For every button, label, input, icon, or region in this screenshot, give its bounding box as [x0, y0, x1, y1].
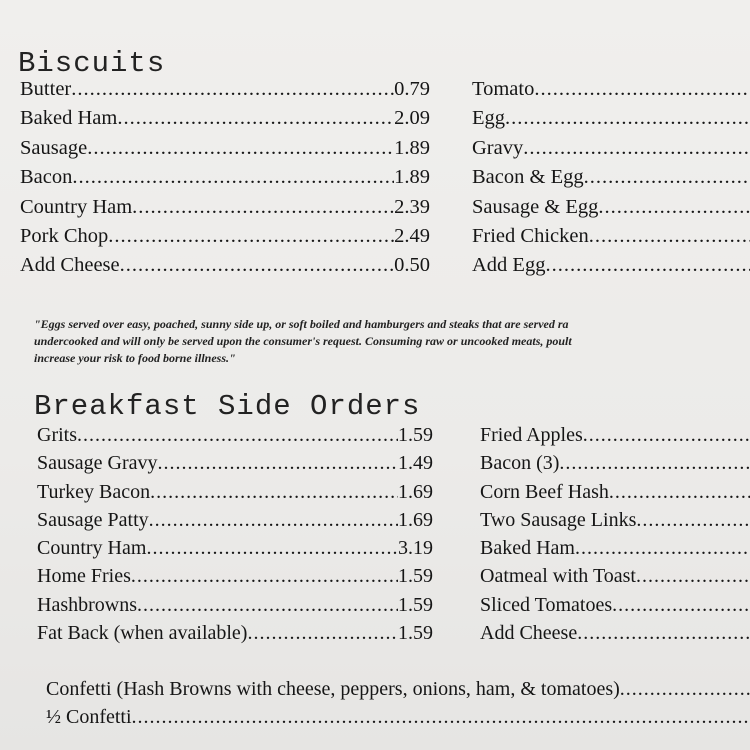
- dot-leader: [545, 254, 750, 277]
- item-name: Pork Chop: [20, 224, 109, 247]
- biscuits-right-list: [472, 78, 750, 284]
- menu-item: [20, 107, 430, 136]
- item-price: 1.59: [398, 622, 433, 645]
- menu-item: [472, 225, 750, 254]
- item-price: 1.89: [394, 136, 430, 159]
- item-name: Bacon: [20, 166, 73, 189]
- dot-leader: [117, 107, 394, 130]
- dot-leader: [137, 594, 398, 617]
- menu-item: [472, 196, 750, 225]
- item-name: Baked Ham: [20, 107, 118, 130]
- menu-item: [46, 706, 750, 734]
- confetti-list: [46, 678, 750, 734]
- item-name: Country Ham: [37, 537, 147, 560]
- menu-item: [20, 137, 430, 166]
- dot-leader: [77, 424, 398, 447]
- dot-leader: [584, 166, 750, 189]
- menu-item: [480, 565, 750, 593]
- menu-item: [46, 678, 750, 706]
- item-name: Fat Back (when available): [37, 622, 248, 645]
- item-name: Corn Beef Hash: [480, 480, 609, 503]
- food-safety-notice: "Eggs served over easy, poached, sunny side up, or soft boiled and hamburgers and steaks that are served ra undercooked and will only be served upon the consumer's request. Consuming raw or uncooked meats, poult increase your risk to food borne illness.": [34, 317, 572, 365]
- biscuits-left-list: [20, 78, 430, 284]
- item-price: 1.59: [398, 593, 433, 616]
- item-name: ½ Confetti: [46, 706, 132, 728]
- menu-item: [480, 424, 750, 452]
- item-name: Sausage Patty: [37, 508, 149, 531]
- dot-leader: [132, 196, 394, 219]
- item-name: Butter: [20, 78, 72, 100]
- dot-leader: [636, 509, 750, 532]
- dot-leader: [534, 78, 750, 101]
- item-price: 2.09: [394, 107, 430, 130]
- menu-item: [37, 594, 433, 622]
- menu-item: [20, 166, 430, 195]
- item-name: Add Cheese: [20, 254, 120, 277]
- menu-item: [37, 481, 433, 509]
- dot-leader: [247, 622, 398, 645]
- dot-leader: [120, 254, 394, 277]
- dot-leader: [71, 78, 394, 101]
- menu-item: [472, 254, 750, 283]
- menu-item: [37, 565, 433, 593]
- item-name: Sausage Gravy: [37, 452, 158, 475]
- item-price: 3.19: [398, 537, 433, 560]
- dot-leader: [72, 166, 394, 189]
- item-name: Home Fries: [37, 565, 131, 588]
- side-orders-heading: Breakfast Side Orders: [34, 390, 421, 423]
- dot-leader: [158, 452, 398, 475]
- dot-leader: [636, 565, 750, 588]
- item-name: Sausage: [20, 136, 88, 159]
- menu-item: [480, 622, 750, 650]
- item-name: Hashbrowns: [37, 593, 137, 616]
- item-name: Turkey Bacon: [37, 480, 151, 503]
- menu-item: [20, 225, 430, 254]
- item-name: Oatmeal with Toast: [480, 565, 636, 588]
- item-name: Add Cheese: [480, 622, 578, 645]
- menu-item: [37, 622, 433, 650]
- dot-leader: [523, 137, 750, 160]
- item-name: Egg: [472, 107, 506, 130]
- dot-leader: [87, 137, 394, 160]
- side-orders-left-list: [37, 424, 433, 650]
- item-name: Tomato: [472, 78, 535, 100]
- item-name: Fried Apples: [480, 424, 583, 446]
- dot-leader: [149, 509, 398, 532]
- dot-leader: [150, 481, 398, 504]
- dot-leader: [583, 424, 750, 447]
- item-name: Sausage & Egg: [472, 195, 599, 218]
- dot-leader: [575, 537, 750, 560]
- dot-leader: [505, 107, 750, 130]
- item-price: 1.89: [394, 166, 430, 189]
- item-price: 1.59: [398, 424, 433, 446]
- item-name: Bacon & Egg: [472, 166, 584, 189]
- item-price: 0.50: [394, 254, 430, 277]
- menu-item: [472, 78, 750, 107]
- menu-item: [472, 107, 750, 136]
- dot-leader: [577, 622, 750, 645]
- menu-item: [472, 137, 750, 166]
- dot-leader: [146, 537, 398, 560]
- dot-leader: [589, 225, 750, 248]
- menu-item: [480, 509, 750, 537]
- menu-item: [20, 254, 430, 283]
- item-price: 2.49: [394, 224, 430, 247]
- item-name: Sliced Tomatoes: [480, 593, 613, 616]
- item-price: 0.79: [394, 78, 430, 100]
- dot-leader: [132, 706, 750, 729]
- item-price: 1.69: [398, 480, 433, 503]
- side-orders-right-list: [480, 424, 750, 650]
- item-name: Add Egg: [472, 254, 546, 277]
- item-name: Fried Chicken: [472, 224, 589, 247]
- item-price: 2.39: [394, 195, 430, 218]
- menu-item: [37, 424, 433, 452]
- item-name: Two Sausage Links: [480, 508, 637, 531]
- menu-item: [480, 594, 750, 622]
- item-name: Gravy: [472, 136, 524, 159]
- item-name: Country Ham: [20, 195, 133, 218]
- item-price: 1.69: [398, 508, 433, 531]
- dot-leader: [559, 452, 750, 475]
- dot-leader: [131, 565, 398, 588]
- dot-leader: [108, 225, 394, 248]
- item-price: 1.59: [398, 565, 433, 588]
- menu-item: [480, 537, 750, 565]
- dot-leader: [609, 481, 750, 504]
- biscuits-heading: Biscuits: [18, 47, 166, 80]
- item-name: Bacon (3): [480, 452, 560, 475]
- menu-item: [480, 452, 750, 480]
- menu-item: [20, 196, 430, 225]
- menu-item: [37, 509, 433, 537]
- menu-item: [37, 452, 433, 480]
- item-price: 1.49: [398, 452, 433, 475]
- item-name: Grits: [37, 424, 77, 446]
- menu-item: [20, 78, 430, 107]
- dot-leader: [620, 678, 750, 701]
- menu-item: [480, 481, 750, 509]
- item-name: Baked Ham: [480, 537, 575, 560]
- dot-leader: [612, 594, 750, 617]
- item-name: Confetti (Hash Browns with cheese, peppers, onions, ham, & tomatoes): [46, 678, 620, 700]
- menu-item: [37, 537, 433, 565]
- menu-item: [472, 166, 750, 195]
- dot-leader: [598, 196, 750, 219]
